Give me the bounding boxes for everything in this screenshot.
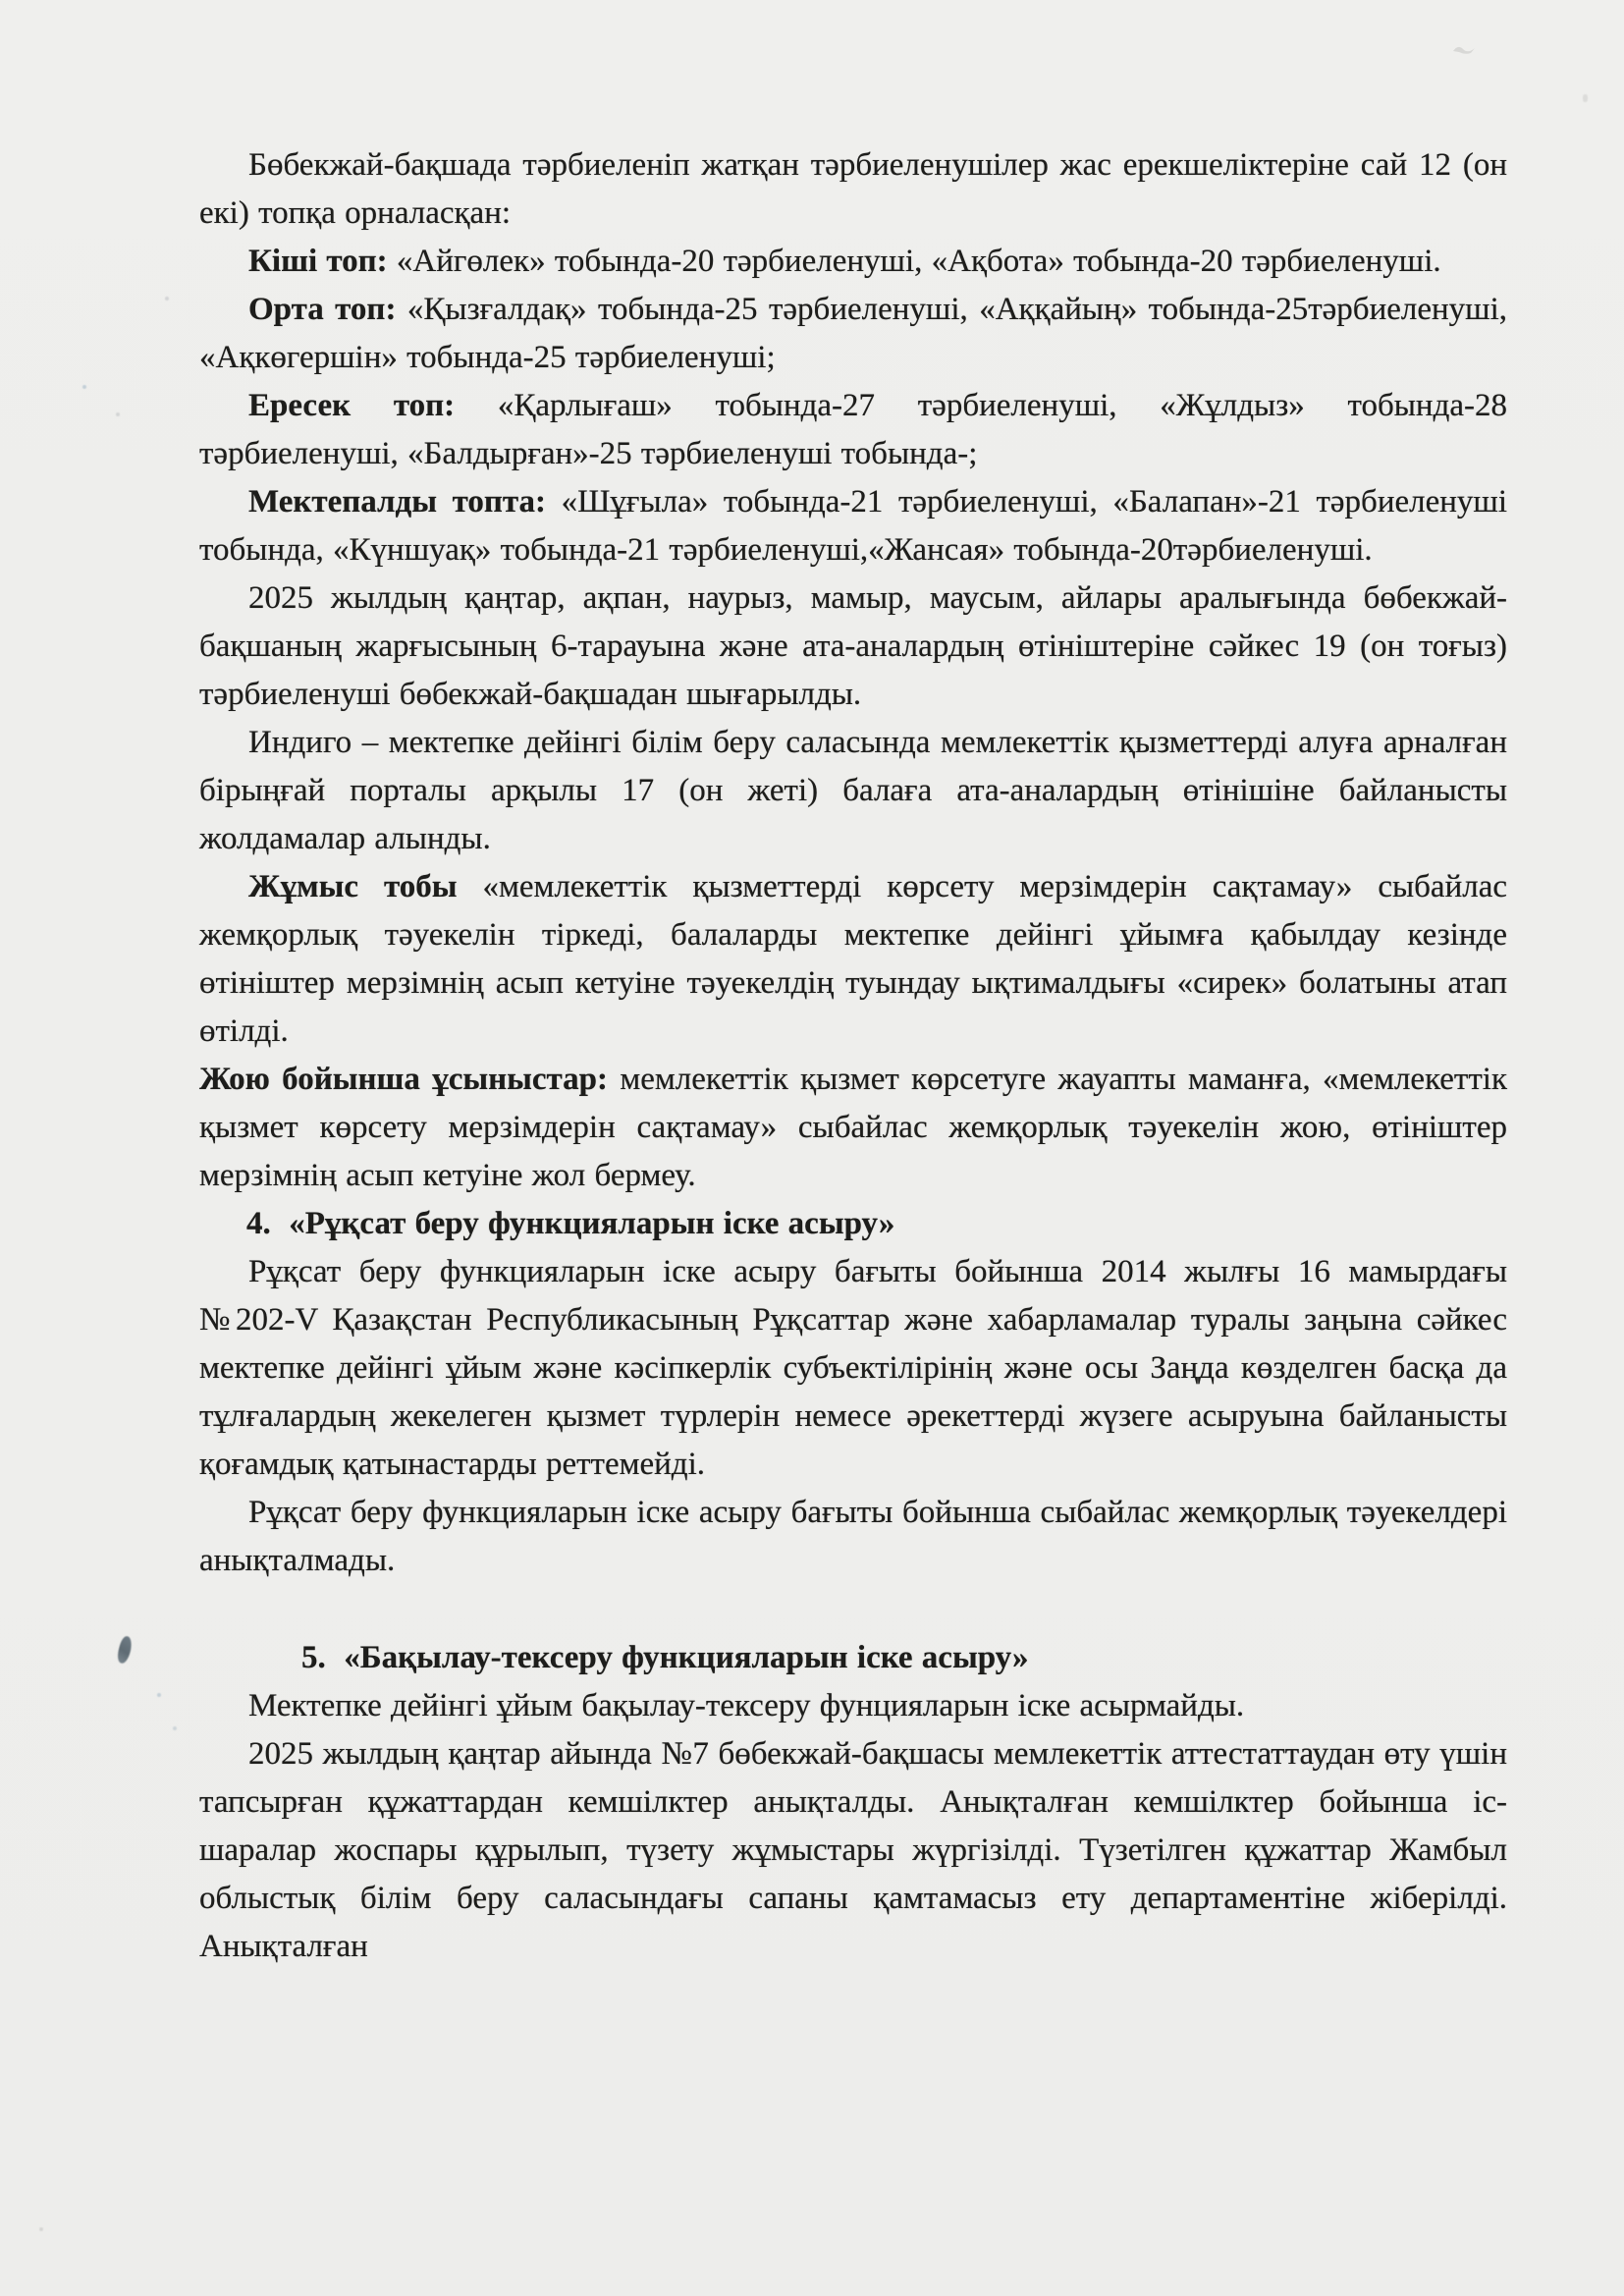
paragraph: Индиго – мектепке дейінгі білім беру саласында мемлекеттік қызметтерді алуға арналған бірыңғай порталы арқылы 17 (он жеті) балаға ата-аналардың өтінішіне байланысты жолдамалар алынды.: [199, 725, 1507, 856]
paragraph: Жұмыс тобы «мемлекеттік қызметтерді көрсету мерзімдерін сақтамау» сыбайлас жемқорлық тәуекелін тіркеді, балаларды мектепке дейінгі ұйымға қабылдау кезінде өтініштер мерзімнің асып кетуіне тәуекелдің туындау ықтималдығы «сирек» болатыны атап өтілді.: [199, 869, 1508, 1049]
paragraph: 2025 жылдың қаңтар, ақпан, наурыз, мамыр, маусым, айлары аралығында бөбекжай-бақшаның жарғысының 6-тарауына және ата-аналардың өтініштеріне сәйкес 19 (он тоғыз) тәрбиеленуші бөбекжай-бақшадан шығарылды.: [199, 580, 1507, 712]
scan-artifact-speck: [165, 297, 169, 301]
scan-artifact-speck: [1583, 94, 1588, 102]
section-heading: 5. «Бақылау-тексеру функцияларын іске асыру»: [301, 1640, 1029, 1675]
paragraph: Бөбекжай-бақшада тәрбиеленіп жатқан тәрбиеленушілер жас ерекшеліктеріне сай 12 (он екі) топқа орналасқан:: [199, 147, 1507, 231]
scan-artifact-speck: [82, 385, 86, 389]
scan-artifact-ink-blot: [116, 1635, 134, 1665]
paragraph: Рұқсат беру функцияларын іске асыру бағыты бойынша сыбайлас жемқорлық тәуекелдері анықталмады.: [199, 1495, 1507, 1578]
paragraph: 2025 жылдың қаңтар айында №7 бөбекжай-бақшасы мемлекеттік аттестаттаудан өту үшін тапсырған құжаттардан кемшілктер анықталды. Анықталған кемшілктер бойынша іс-шаралар жоспары құрылып, түзету жұмыстары жүргізілді. Түзетілген құжаттар Жамбыл облыстық білім беру саласындағы сапаны қамтамасыз ету департаментіне жіберілді. Анықталған: [199, 1736, 1507, 1964]
paragraph-lead: Орта топ:: [248, 292, 397, 327]
paragraph: Ересек топ: «Қарлығаш» тобында-27 тәрбиеленуші, «Жұлдыз» тобында-28 тәрбиеленуші, «Балдырған»-25 тәрбиеленуші тобында-;: [199, 388, 1508, 471]
paragraph: Жою бойынша ұсыныстар: мемлекеттік қызмет көрсетуге жауапты маманға, «мемлекеттік қызмет көрсету мерзімдерін сақтамау» сыбайлас жемқорлық тәуекелін жою, өтініштер мерзімнің асып кетуіне жол бермеу.: [199, 1062, 1507, 1193]
scan-artifact-speck: [39, 2227, 43, 2231]
paragraph-lead: Жұмыс тобы: [248, 869, 458, 904]
scan-artifact-speck: [116, 412, 120, 416]
document-text-column: [199, 141, 1507, 1971]
paragraph-lead: Кіші топ:: [248, 244, 388, 279]
scan-artifact-squiggle: [1451, 41, 1477, 57]
paragraph-lead: Ересек топ:: [248, 388, 456, 423]
paragraph-lead: Мектепалды топта:: [248, 484, 547, 519]
paragraph: Мектепалды топта: «Шұғыла» тобында-21 тәрбиеленуші, «Балапан»-21 тәрбиеленуші тобында, «Күншуақ» тобында-21 тәрбиеленуші,«Жансая» тобында-20тәрбиеленуші.: [199, 484, 1507, 568]
scan-artifact-speck: [173, 1726, 177, 1730]
paragraph-lead: Жою бойынша ұсыныстар:: [199, 1062, 609, 1097]
paragraph: Орта топ: «Қызғалдақ» тобында-25 тәрбиеленуші, «Аққайың» тобында-25тәрбиеленуші, «Ақкөгершін» тобында-25 тәрбиеленуші;: [199, 292, 1507, 375]
paragraph: Рұқсат беру функцияларын іске асыру бағыты бойынша 2014 жылғы 16 мамырдағы №202-V Қазақстан Республикасының Рұқсаттар және хабарламалар туралы заңына сәйкес мектепке дейінгі ұйым және кәсіпкерлік субъектілірінің және осы Заңда көзделген басқа да тұлғалардың жекелеген қызмет түрлерін немесе әрекеттерді жүзеге асыруына байланысты қоғамдық қатынастарды реттемейді.: [199, 1254, 1507, 1482]
section-heading: 4. «Рұқсат беру функцияларын іске асыру»: [246, 1206, 895, 1241]
paragraph: Кіші топ: «Айгөлек» тобында-20 тәрбиеленуші, «Ақбота» тобында-20 тәрбиеленуші.: [248, 244, 1441, 279]
paragraph: Мектепке дейінгі ұйым бақылау-тексеру фунцияларын іске асырмайды.: [248, 1688, 1245, 1723]
scan-artifact-speck: [157, 1693, 161, 1697]
